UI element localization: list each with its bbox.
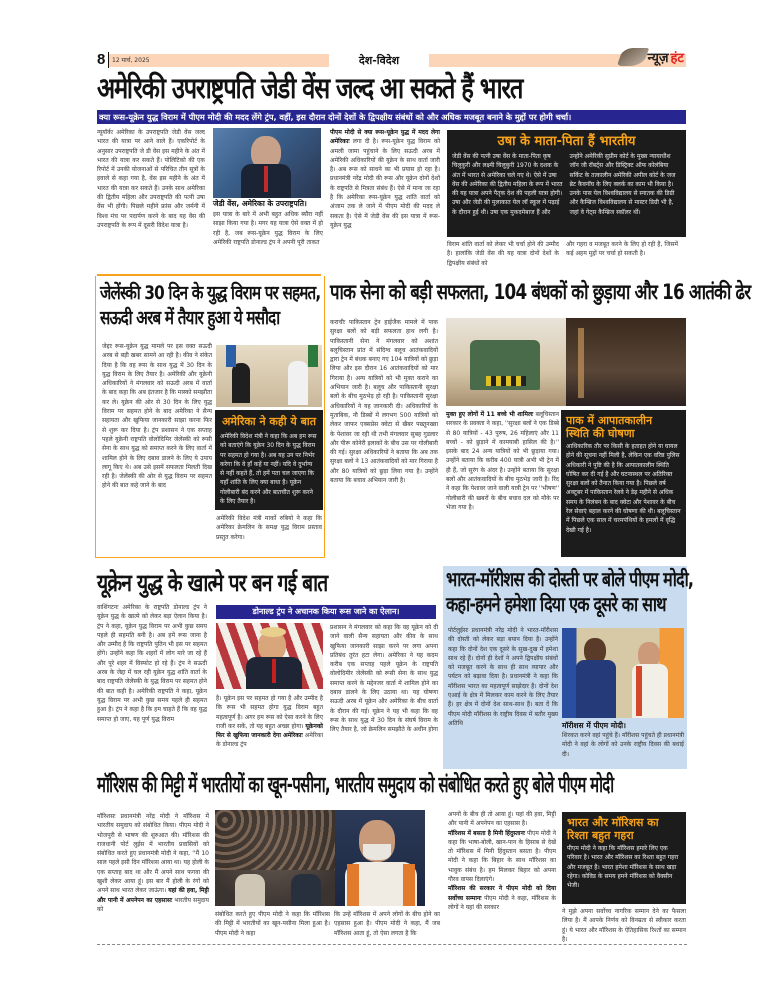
trump-photo bbox=[216, 623, 323, 689]
soil-col-1 bbox=[97, 812, 209, 914]
soil-subhead-honour: मॉरिशस की सरकार ने पीएम मोदी को दिया सर्वोच्च सम्मानः bbox=[448, 885, 556, 902]
bond-box-title-1: भारत और मॉरिशस का bbox=[567, 816, 659, 829]
jd-vance-caption: जेडी वेंस, अमेरिका के उपराष्ट्रपति। bbox=[213, 199, 307, 208]
america-box-title: अमेरिका ने कही ये बात bbox=[222, 415, 316, 428]
zelensky-after-box: अमेरिकी विदेश मंत्री मार्को रुबियो ने कहा कि अमेरिका क्रेमलिन के समक्ष युद्ध विराम प्रस्ताव प्रस्तुत करेगा। bbox=[216, 515, 322, 541]
ukraine-col-2-text: है। यूक्रेन इस पर सहमत हो गया है और उम्मीद है कि रूस भी सहमत होगा युद्ध विराम बहुत महत्वपूर्ण है। अगर हम रूस को ऐसा करने के लिए राजी कर सकें, तो यह बहुत अच्छा होगा। bbox=[216, 695, 324, 730]
ukraine-col-2-tail: अमेरिका के डोनाल्ड ट्रंप bbox=[216, 732, 323, 749]
page-header bbox=[97, 52, 686, 68]
friendship-after-photo: शिरकत करने वहां पहुंचे हैं। मॉरीशस पहुंचते ही प्रधानमंत्री मोदी ने वहां के लोगों को उनके राष्ट्रीय दिवस की बधाई दी। bbox=[562, 732, 684, 758]
friendship-headline-line-2: कहा-हमने हमेशा दिया एक दूसरे का साथ bbox=[446, 592, 666, 616]
lead-col-4: विराम शांति वार्ता को लेकर भी चर्चा होने की उम्मीद है। हालांकि जेडी वेंस की यह यात्रा दोनों देशों के द्विपक्षीय संबंधों को bbox=[447, 241, 559, 267]
pakistan-headline: पाक सेना को बड़ी सफलता, 104 बंधकों को छुड़ाया और 16 आतंकी ढेर bbox=[330, 280, 751, 304]
section-title: देश-विदेश bbox=[358, 53, 400, 67]
zelensky-headline-line-2: सऊदी अरब में तैयार हुआ ये मसौदा bbox=[100, 307, 280, 329]
audience-photo bbox=[215, 810, 335, 906]
india-mauritius-bond-box bbox=[562, 812, 686, 904]
lead-strapline: क्या रूस-यूक्रेन युद्ध विराम में पीएम मोदी की मदद लेंगे ट्रंप, वहीं, इस दौरान दोनों देशों के द्विपक्षीय संबंधों को और अधिक मजबूत बनाने के मुद्दों पर होगी चर्चा। bbox=[97, 110, 686, 124]
pakistan-emergency-box bbox=[561, 410, 686, 557]
friendship-body: पोर्टलुईसः प्रधानमंत्री नरेंद्र मोदी ने भारत-मॉरीशस की दोस्ती को लेकर बड़ा बयान दिया है। उन्होंने कहा कि दोनों देश एक दूसरे के सुख-दुख में हमेशा साथ रहे हैं। दोनों ही देशों ने अपने द्विपक्षीय संबंधों को मजबूत करने के साथ ही साथ व्यापार और पर्यटन को बढ़ावा दिया है। प्रधानमंत्री ने कहा कि मॉरीशस भारत का महत्वपूर्ण साझेदार है। दोनों देश एआई के क्षेत्र में मिलकर काम करने के लिए तैयार हैं। हर क्षेत्र में दोनों देश साथ-साथ हैं। बता दें कि पीएम मोदी मॉरीशस के राष्ट्रीय दिवस में बतौर मुख्य अतिथि bbox=[448, 627, 558, 727]
bond-box-body: पीएम मोदी ने कहा कि मॉरिशस हमारे लिए एक परिवार है। भारत और मॉरिशस का रिश्ता बहुत गहरा और मजबूत है। भारत हमेशा मॉरिशस के साथ खड़ा रहेगा। कोविड के समय हमने मॉरिशस को वैक्सीन भेजी। bbox=[567, 845, 679, 890]
zelensky-saudi-meeting-photo bbox=[216, 345, 322, 407]
ukraine-col-1: वाशिंगटनः अमेरिका के राष्ट्रपति डोनाल्ड ट्रंप ने यूक्रेन युद्ध के खात्मे को लेकर बड़ा ऐलान किया है। ट्रंप ने कहा, यूक्रेन युद्ध विराम पर अभी कुछ समय पहले ही सहमति बनी है। अब हमें रूस जाना है और उम्मीद है कि राष्ट्रपति पुतिन भी इस पर सहमत होंगे। उन्होंने कहा कि शहरों में लोग मारे जा रहे हैं और पूरे शहर में विस्फोट हो रहे हैं। ट्रंप ने सऊदी अरब के जेद्दा में चल रही यूक्रेन युद्ध शांति वार्ता के बाद राष्ट्रपति जेलेंस्की के युद्ध विराम पर सहमत होने की बात कही है। अमेरिकी राष्ट्रपति ने कहा, यूक्रेन युद्ध विराम पर अभी कुछ समय पहले ही सहमत हुआ है। ट्रंप ने कहा है कि हम चाहते हैं कि वह युद्ध समाप्त हो जाए, यह पूर्ण युद्ध विराम bbox=[97, 604, 207, 723]
publication-logo bbox=[620, 48, 685, 66]
page-end-rule bbox=[97, 944, 687, 945]
logo-text-main: न्यूज़ bbox=[647, 50, 669, 66]
usha-box-right: उन्होंने अमेरिकी सुप्रीम कोर्ट के मुख्य न्यायाधीश जॉन जी रॉबर्ट्स और डिस्ट्रिक्ट ऑफ कोलंबिया सर्किट के तत्कालीन अमेरिकी अपील कोर्ट के जज ब्रेट कैवनॉघ के लिए क्लर्क का काम भी किया है। उनके पास येल विश्वविद्यालय से स्नातक की डिग्री और कैम्ब्रिज विश्वविद्यालय से मास्टर डिग्री भी है, जहां वे गेट्स कैम्ब्रिज स्कॉलर थीं। bbox=[569, 153, 676, 216]
newspaper-page bbox=[97, 52, 686, 124]
lead-col-2: इस यात्रा के बारे में अभी बहुत अधिक ब्यौरा नहीं साझा किया गया है। मगर यह यात्रा ऐसे वक्त में हो रही है, जब रूस-यूक्रेन युद्ध विराम के लिए अमेरिकी राष्ट्रपति डोनाल्ड ट्रंप ने अपनी पूरी ताकत bbox=[213, 211, 323, 246]
lead-subhead: पीएम मोदी से क्या रूस-यूक्रेन युद्ध में मदद लेगा अमेरिकाः bbox=[330, 129, 440, 146]
ukraine-strapline: डोनाल्ड ट्रंप ने अचानक किया रूस जाने का ऐलान। bbox=[216, 605, 436, 619]
soil-col-4 bbox=[448, 810, 556, 912]
mauritius-soil-headline: मॉरिशस की मिट्टी में भारतीयों का खून-पसीना, भारतीय समुदाय को संबोधित करते हुए बोले पीएम मोदी bbox=[97, 773, 614, 798]
soil-col-4-mid: पीएम मोदी ने कहा कि भाषा-बोली, खान-पान के हिसाब से देखें तो मॉरिशस में मिनी हिंदुस्तान बसता है। पीएम मोदी ने कहा कि बिहार के साथ मॉरिशस का भावुक संबंध है। हम मिलकर बिहार को अपना गौरव वापस दिलाएंगे। bbox=[448, 829, 556, 884]
modi-mauritius-pm-photo bbox=[562, 628, 684, 718]
issue-date: 12 मार्च, 2025 bbox=[109, 54, 329, 67]
soil-col-1-text: मॉरिशसः प्रधानमंत्री नरेंद्र मोदी ने मॉरिशस में भारतीय समुदाय को संबोधित किया। पीएम मोदी ने भोजपुरी से भाषण की शुरुआत की। मॉरिशस की राजधानी पोर्ट लुईस में भारतीय प्रवासियों को संबोधित करते हुए प्रधानमंत्री मोदी ने कहा, ''मैं 10 साल पहले इसी दिन मॉरिशस आया था। यह होली के एक सप्ताह बाद था और मैं अपने साथ फगवा की खुशी लेकर आया हूं। इस बार मैं होली के रंगों को अपने साथ भारत लेकर जाऊंगा। bbox=[97, 813, 209, 895]
lead-col-3-text: लगा दी है। रूस-यूक्रेन युद्ध विराम को अमली जामा पहुंचाने के लिए सऊदी अरब में अमेरिकी अधिकारियों की यूक्रेन के साथ वार्ता जारी है। अब रूस को साधने का भी प्रयास हो रहा है। प्रधानमंत्री नरेंद्र मोदी की रूस और यूक्रेन दोनों देशों के राष्ट्रपति से मित्रता संबंध हैं। ऐसे में माना जा रहा है कि अमेरिका रूस-यूक्रेन युद्ध शांति वार्ता को अंजाम तक ले जाने में पीएम मोदी की मदद ले सकता है। ऐसे में जेडी वेंस की इस यात्रा में रूस-यूक्रेन युद्ध bbox=[330, 138, 440, 229]
emergency-box-title-1: पाक में आपातकालीन bbox=[566, 414, 653, 427]
soil-subhead-mini-india: मॉरिशस में बसता है मिनी हिंदुस्तानः bbox=[448, 829, 526, 837]
friendship-headline-line-1: भारत-मॉरीशस की दोस्ती पर बोले पीएम मोदी, bbox=[446, 567, 694, 591]
soil-col-4-tail: पीएम मोदी ने कहा, मॉरिशस के लोगों ने यहां की सरकार bbox=[448, 894, 556, 911]
emergency-box-title-2: स्थिति की घोषणा bbox=[566, 427, 635, 440]
page-number: 8 bbox=[97, 52, 109, 68]
usha-info-box bbox=[447, 130, 686, 237]
jd-vance-photo bbox=[213, 128, 321, 198]
eagle-logo-icon bbox=[616, 48, 649, 66]
ukraine-headline: यूक्रेन युद्ध के खात्मे पर बन गई बात bbox=[97, 569, 328, 597]
ukraine-col-2 bbox=[216, 694, 323, 750]
bond-box-title-2: रिश्ता बहुत गहरा bbox=[567, 829, 634, 842]
usha-box-title: उषा के माता-पिता हैं भारतीय bbox=[497, 134, 636, 149]
emergency-box-body: आधिकारिक तौर पर किसी के हताहत होने या घायल होने की सूचना नहीं मिली है, लेकिन एक वरिष्ठ पुलिस अधिकारी ने पुष्टि की है कि आपातकालीन स्थिति घोषित कर दी गई है और घटनास्थल पर अतिरिक्त सुरक्षा बलों को तैनात किया गया है। पिछले वर्ष अक्टूबर में पाकिस्तान रेलवे ने डेढ़ महीने से अधिक समय के निलंबन के बाद क्वेटा और पेशावर के बीच रेल सेवाएं बहाल करने की घोषणा की थी। बलूचिस्तान में पिछले एक साल में चरमपंथियों के हमलों में वृद्धि देखी गई है। bbox=[566, 443, 681, 534]
pakistan-col-1: कराचीः पाकिस्तान ट्रेन हाईजैक मामले में पाक सुरक्षा बलों को बड़ी सफलता हाथ लगी है। पाकिस्तानी सेना ने मंगलवार को अशांत बलूचिस्तान प्रांत में संदिग्ध बलूच आतंकवादियों द्वारा ट्रेन में बंधक बनाए गए 104 यात्रियों को छुड़ा लिया और इस दौरान 16 आतंकवादियों को मार गिराया है। अन्य यात्रियों को भी मुक्त कराने का अभियान जारी है। बलूच और पाकिस्तानी सुरक्षा बलों के बीच मुठभेड़ हो रही है। पाकिस्तानी सुरक्षा अधिकारियों ने यह जानकारी दी। अधिकारियों के मुताबिक, नौ डिब्बों में लगभग 500 यात्रियों को लेकर जाफर एक्सप्रेस क्वेटा से खैबर पख्तूनख्वा के पेशावर जा रही थी तभी मंगलवार सुबह गुडलार और पीरू कोनेरी इलाकों के बीच उस पर गोलीबारी की गई। सुरक्षा अधिकारियों ने बताया कि अब तक सुरक्षा बलों ने 13 आतंकवादियों को मार गिराया है और 80 यात्रियों को छुड़ा लिया गया है। उन्होंने बताया कि बचाव अभियान जारी है। bbox=[330, 319, 438, 485]
lead-col-5: और गहरा व मजबूत करने के लिए हो रही है, जिसमें कई अहम मुद्दों पर चर्चा हो सकती है। bbox=[566, 241, 678, 258]
america-box-body: अमेरिकी विदेश मंत्री ने कहा कि अब हम रूस को बताएंगे कि यूक्रेन 30 दिन के युद्ध विराम पर सहमत हो गया है। अब यह उन पर निर्भर करेगा कि वे हाँ कहें या नहीं। यदि वे दुर्भाग्य से नहीं कहते हैं, तो हमें पता चल जाएगा कि यहाँ शांति के लिए क्या बाधा है। यूक्रेन गोलीबारी बंद करने और बातचीत शुरू करने के लिए तैयार है। bbox=[220, 433, 317, 506]
pakistan-col-2 bbox=[446, 410, 559, 512]
soil-subhead-1: यहां की हवा, मिट्टी और पानी में अपनेपन का एहसासः bbox=[97, 887, 209, 904]
header-band bbox=[429, 50, 686, 67]
america-statement-box bbox=[215, 410, 323, 510]
soil-col-3: कि उन्हें मॉरिशस में अपने लोगों के बीच होने का एहसास हुआ है। पीएम मोदी ने कहा, मैं जब मॉरिशस आता हूं, तो ऐसा लगता है कि bbox=[334, 911, 440, 937]
ukraine-col-3: प्रशासन ने मंगलवार को कहा कि वह यूक्रेन को दी जाने वाली सैन्य सहायता और कीव के साथ खुफिया जानकारी साझा करने पर लगा अपना प्रतिबंध तुरंत हटा लेगा। अमेरिका ने यह कदम करीब एक सप्ताह पहले यूक्रेन के राष्ट्रपति वोलोदिमीर जेलेंस्की को रूसी सेना के साथ युद्ध समाप्त करने के मद्देनजर वार्ता में शामिल होने का दबाव डालने के लिए उठाया था। यह घोषणा सऊदी अरब में यूक्रेन और अमेरिका के बीच वार्ता के दौरान की गई। यूक्रेन ने यह भी कहा कि वह रूस के साथ युद्ध में 30 दिन के संघर्ष विराम के लिए तैयार है, जो क्रेमलिन समझौते के अधीन होगा bbox=[330, 624, 438, 734]
train-photo bbox=[446, 318, 566, 406]
pakistan-col-2-text: बलूचिस्तान सरकार के प्रवक्ता ने कहा, ''सुरक्षा बलों ने एक डिब्बे से 80 यात्रियों - 43 पुरुष, 26 महिलाएं और 11 बच्चों - को छुड़ाने में कामयाबी हासिल की है।'' इसके बाद 24 अन्य यात्रियों को भी छुड़ाया गया। उन्होंने बताया कि करीब 400 यात्री अभी भी ट्रेन में ही हैं, जो सुरंग के अंदर है। उन्होंने बताया कि सुरक्षा बलों और आतंकवादियों के बीच मुठभेड़ जारी है। रिंद ने कहा कि पेशावर जाने वाली यात्री ट्रेन पर ''भीषण'' गोलीबारी की खबरों के बीच बचाव दल को मौके पर भेजा गया है। bbox=[446, 411, 559, 511]
soil-after-box: ने मुझे अपना सर्वोच्च नागरिक सम्मान देने का फैसला लिया है। मैं आपके निर्णय को विनम्रता से स्वीकार करता हूं। ये भारत और मॉरिशस के ऐतिहासिक रिश्तों का सम्मान है। bbox=[562, 908, 686, 943]
logo-text-accent: हंट bbox=[670, 50, 684, 66]
pakistan-subhead: मुक्त हुए लोगों में 11 बच्चे भी शामिलः bbox=[446, 411, 534, 418]
zelensky-headline-line-1: जेलेंस्की 30 दिन के युद्ध विराम पर सहमत, bbox=[100, 282, 321, 304]
lead-col-3 bbox=[330, 128, 440, 230]
soil-col-1-tail: भारतीय समुदाय को bbox=[97, 896, 210, 913]
modi-speech-photo bbox=[335, 810, 425, 906]
zelensky-body: जेद्दाः रूस-यूक्रेन युद्ध मामले पर इस वक्त सऊदी अरब से बड़ी खबर सामने आ रही है। कीव ने संकेत दिया है कि वह रूस के साथ युद्ध में 30 दिन के युद्ध विराम के लिए तैयार है। अमेरिकी और यूक्रेनी अधिकारियों ने मंगलवार को सऊदी अरब में वार्ता के बाद कहा कि अब इंतजार है कि मास्को समझौता कर ले। यूक्रेन की ओर से 30 दिन के लिए युद्ध विराम पर सहमत होने के बाद अमेरिका ने सैन्य सहायता और खुफिया जानकारी साझा करना फिर से शुरू कर दिया है। ट्रंप प्रशासन ने एक सप्ताह पहले यूक्रेनी राष्ट्रपति वोलोदिमिर जेलेंस्की को रूसी सेना के साथ युद्ध को समाप्त करने के लिए वार्ता में शामिल होने के लिए दबाव डालने के लिए ये उपाय लागू किए थे। अब उसे इसमें सफलता मिलती दिख रही है। जेलेंस्की की ओर से युद्ध विराम पर सहमत होने की बात कहे जाने के बाद bbox=[102, 343, 212, 490]
rescue-photo bbox=[566, 318, 686, 406]
lead-col-1: न्यूयॉर्कः अमेरिका के उपराष्ट्रपति जेडी वेंस जल्द भारत की यात्रा पर आने वाले हैं। एकरिपोर्ट के अनुसार उपराष्ट्रपति जे डी वेंस इस महीने के अंत में भारत की यात्रा कर सकते हैं। पोलिटिको की एक रिपोर्ट में उनकी योजनाओं से परिचित तीन सूत्रों के हवाले से कहा गया है, वेंस इस महीने के अंत में भारत की यात्रा कर सकते हैं। उनके साथ अमेरिका की द्वितीय महिला और उपराष्ट्रपति की पत्नी उषा वेंस भी होंगी। पिछले महीने फ्रांस और जर्मनी में विश्व मंच पर पदार्पण करने के बाद यह वेंस की उपराष्ट्रपति के रूप में दूसरी विदेश यात्रा है। bbox=[97, 129, 205, 229]
usha-box-left: जेडी वेंस की पत्नी उषा वेंस के माता-पिता कृष चिलुकुरी और लक्ष्मी चिलुकुरी 1970 के दशक के अंत में भारत से अमेरिका चले गए थे। ऐसे में उषा वेंस की अमेरिका की द्वितीय महिला के रूप में भारत की यह यात्रा अपने पैतृक देश की पहली यात्रा होगी। उषा और जेडी की मुलाकात येल लॉ स्कूल में पढ़ाई के दौरान हुई थी। उषा एक मुकदमेबाज हैं और bbox=[452, 153, 563, 216]
soil-col-2: संबोधित करते हुए पीएम मोदी ने कहा कि मॉरिशस की मिट्टी में भारतीयों का खून-पसीना मिला हुआ है। पीएम मोदी ने कहा bbox=[215, 911, 330, 937]
ukraine-subhead: यूक्रेनको फिर से खुफिया जानकारी देगा अमेरिकाः bbox=[216, 722, 323, 740]
soil-col-4-top: अपनों के बीच ही तो आया हूं। यहां की हवा, मिट्टी और पानी में अपनेपन का एहसास है। bbox=[448, 811, 556, 828]
lead-headline: अमेरिकी उपराष्ट्रपति जेडी वेंस जल्द आ सकते हैं भारत bbox=[97, 71, 523, 105]
friendship-photo-caption: मॉरीशस में पीएम मोदी। bbox=[562, 721, 626, 730]
